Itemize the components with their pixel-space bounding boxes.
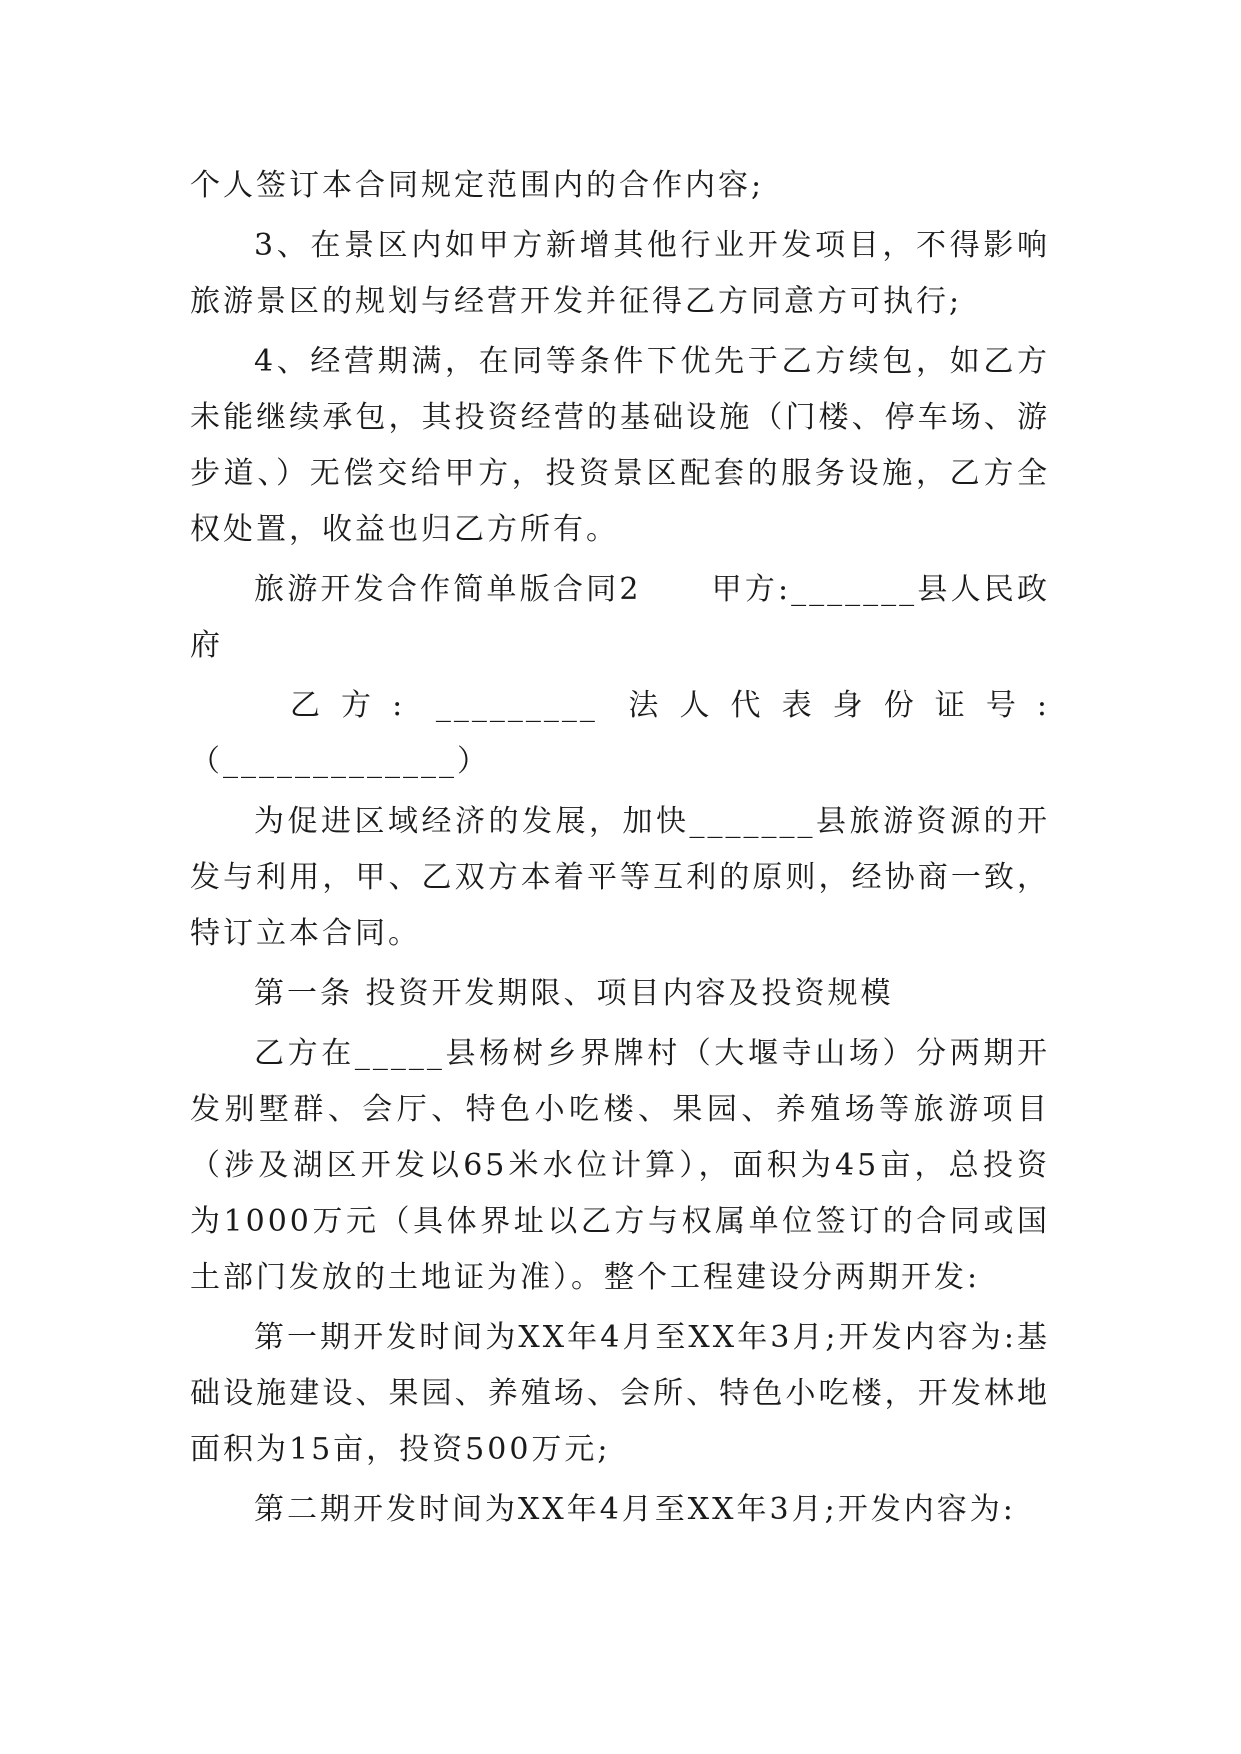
contract-heading-line [190,562,1050,674]
id-number-blank: _____________ [223,744,457,779]
article-one-start: 乙方在 [254,1036,355,1071]
paragraph-clause-4: 4、经营期满，在同等条件下优先于乙方续包，如乙方未能继续承包，其投资经营的基础设施（门楼、停车场、游步道、）无偿交给甲方，投资景区配套的服务设施，乙方全权处置，收益也归乙方所有。 [190,344,1050,547]
party-b-label: 乙方: [290,688,406,723]
article-one-title: 第一条 投资开发期限、项目内容及投资规模 [254,976,894,1011]
paragraph-phase-two: 第二期开发时间为XX年4月至XX年3月;开发内容为: [254,1492,1016,1527]
legal-rep-label: 法人代表身份证号: [628,688,1050,723]
id-close-bracket: ） [457,744,490,779]
party-b-blank: _________ [435,688,598,723]
preamble-blank: _______ [689,804,816,839]
document-body [190,158,1050,1542]
id-open-bracket: （ [190,744,223,779]
article-one-blank: _____ [354,1036,445,1071]
party-a-label: 甲方: [711,572,792,607]
party-b-line [190,678,1050,734]
party-a-suffix: 县人民政府 [190,572,1051,663]
preamble-end: 县旅游资源的开发与利用，甲、乙双方本着平等互利的原则，经协商一致，特订立本合同。 [190,804,1050,951]
paragraph-clause-3: 3、在景区内如甲方新增其他行业开发项目，不得影响旅游景区的规划与经营开发并征得乙方同意方可执行; [190,228,1050,319]
party-a-blank: _______ [791,572,918,607]
id-number-line [190,734,1050,790]
contract-title: 旅游开发合作简单版合同2 [254,572,642,607]
paragraph-article-one [190,1026,1050,1306]
paragraph-phase-one: 第一期开发时间为XX年4月至XX年3月;开发内容为:基础设施建设、果园、养殖场、会所、特色小吃楼，开发林地面积为15亩，投资500万元; [190,1320,1050,1467]
paragraph-continuation: 个人签订本合同规定范围内的合作内容; [190,168,765,203]
preamble-start: 为促进区域经济的发展，加快 [254,804,690,839]
article-one-end: 县杨树乡界牌村（大堰寺山场）分两期开发别墅群、会厅、特色小吃楼、果园、养殖场等旅游项目（涉及湖区开发以65米水位计算），面积为45亩，总投资为1000万元（具体界址以乙方与权属单位签订的合同或国土部门发放的土地证为准）。整个工程建设分两期开发: [190,1036,1051,1295]
paragraph-preamble [190,794,1050,962]
